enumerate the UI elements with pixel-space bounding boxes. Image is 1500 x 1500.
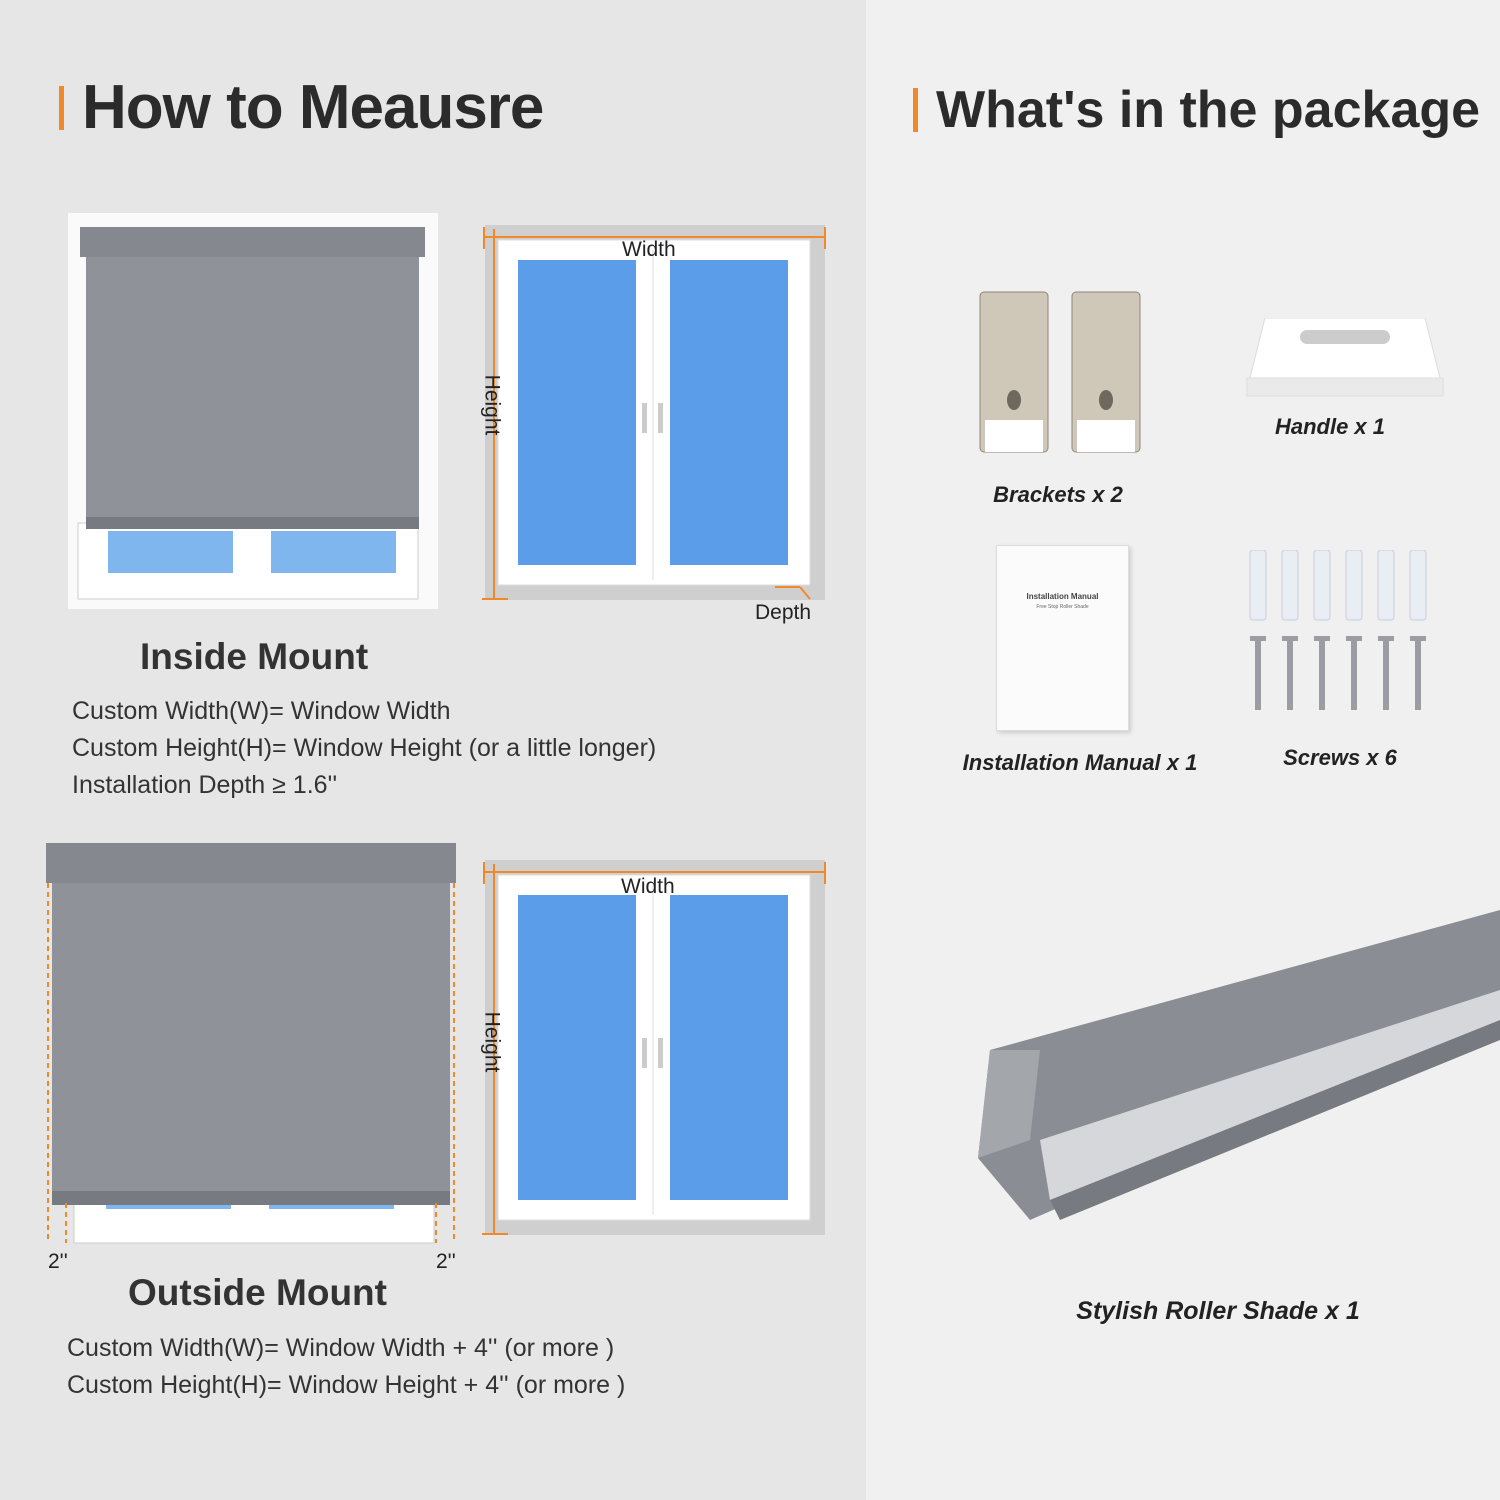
brackets-image bbox=[975, 290, 1145, 455]
outside-margin-right-label: 2'' bbox=[436, 1250, 456, 1273]
manual-image bbox=[996, 545, 1129, 731]
outside-line-width: Custom Width(W)= Window Width + 4'' (or more ) bbox=[67, 1334, 615, 1362]
manual-label: Installation Manual x 1 bbox=[962, 750, 1198, 775]
screws-label: Screws x 6 bbox=[1283, 745, 1397, 770]
manual-cover-title: Installation Manual bbox=[1026, 592, 1099, 601]
outside-line-height: Custom Height(H)= Window Height + 4'' (or more ) bbox=[67, 1371, 626, 1399]
outside-width-label: Width bbox=[621, 875, 675, 898]
accent-bar bbox=[59, 86, 64, 130]
outside-margin-left-label: 2'' bbox=[48, 1250, 68, 1273]
roller-shade-image bbox=[970, 910, 1500, 1230]
outside-height-label: Height bbox=[480, 1011, 504, 1073]
inside-mount-heading: Inside Mount bbox=[140, 636, 369, 677]
handle-label: Handle x 1 bbox=[1274, 414, 1386, 439]
inside-line-width: Custom Width(W)= Window Width bbox=[72, 697, 451, 725]
outside-mount-shade-image bbox=[44, 843, 460, 1253]
inside-line-depth: Installation Depth ≥ 1.6'' bbox=[72, 771, 338, 799]
inside-width-label: Width bbox=[622, 238, 676, 261]
measure-title: How to Meausre bbox=[82, 73, 544, 142]
inside-line-height: Custom Height(H)= Window Height (or a little longer) bbox=[72, 734, 657, 762]
manual-cover-subtitle: Free Stop Roller Shade bbox=[1036, 604, 1089, 610]
inside-window-diagram bbox=[480, 225, 830, 603]
screws-image bbox=[1245, 550, 1435, 715]
outside-mount-heading: Outside Mount bbox=[128, 1272, 387, 1313]
accent-bar bbox=[913, 88, 918, 132]
inside-depth-label: Depth bbox=[755, 601, 812, 624]
brackets-label: Brackets x 2 bbox=[993, 482, 1123, 507]
inside-mount-shade-image bbox=[68, 213, 438, 609]
outside-window-diagram bbox=[480, 860, 830, 1238]
roller-shade-label: Stylish Roller Shade x 1 bbox=[1076, 1297, 1360, 1325]
inside-height-label: Height bbox=[480, 374, 504, 436]
handle-image bbox=[1245, 318, 1445, 402]
package-title: What's in the package bbox=[936, 81, 1481, 139]
